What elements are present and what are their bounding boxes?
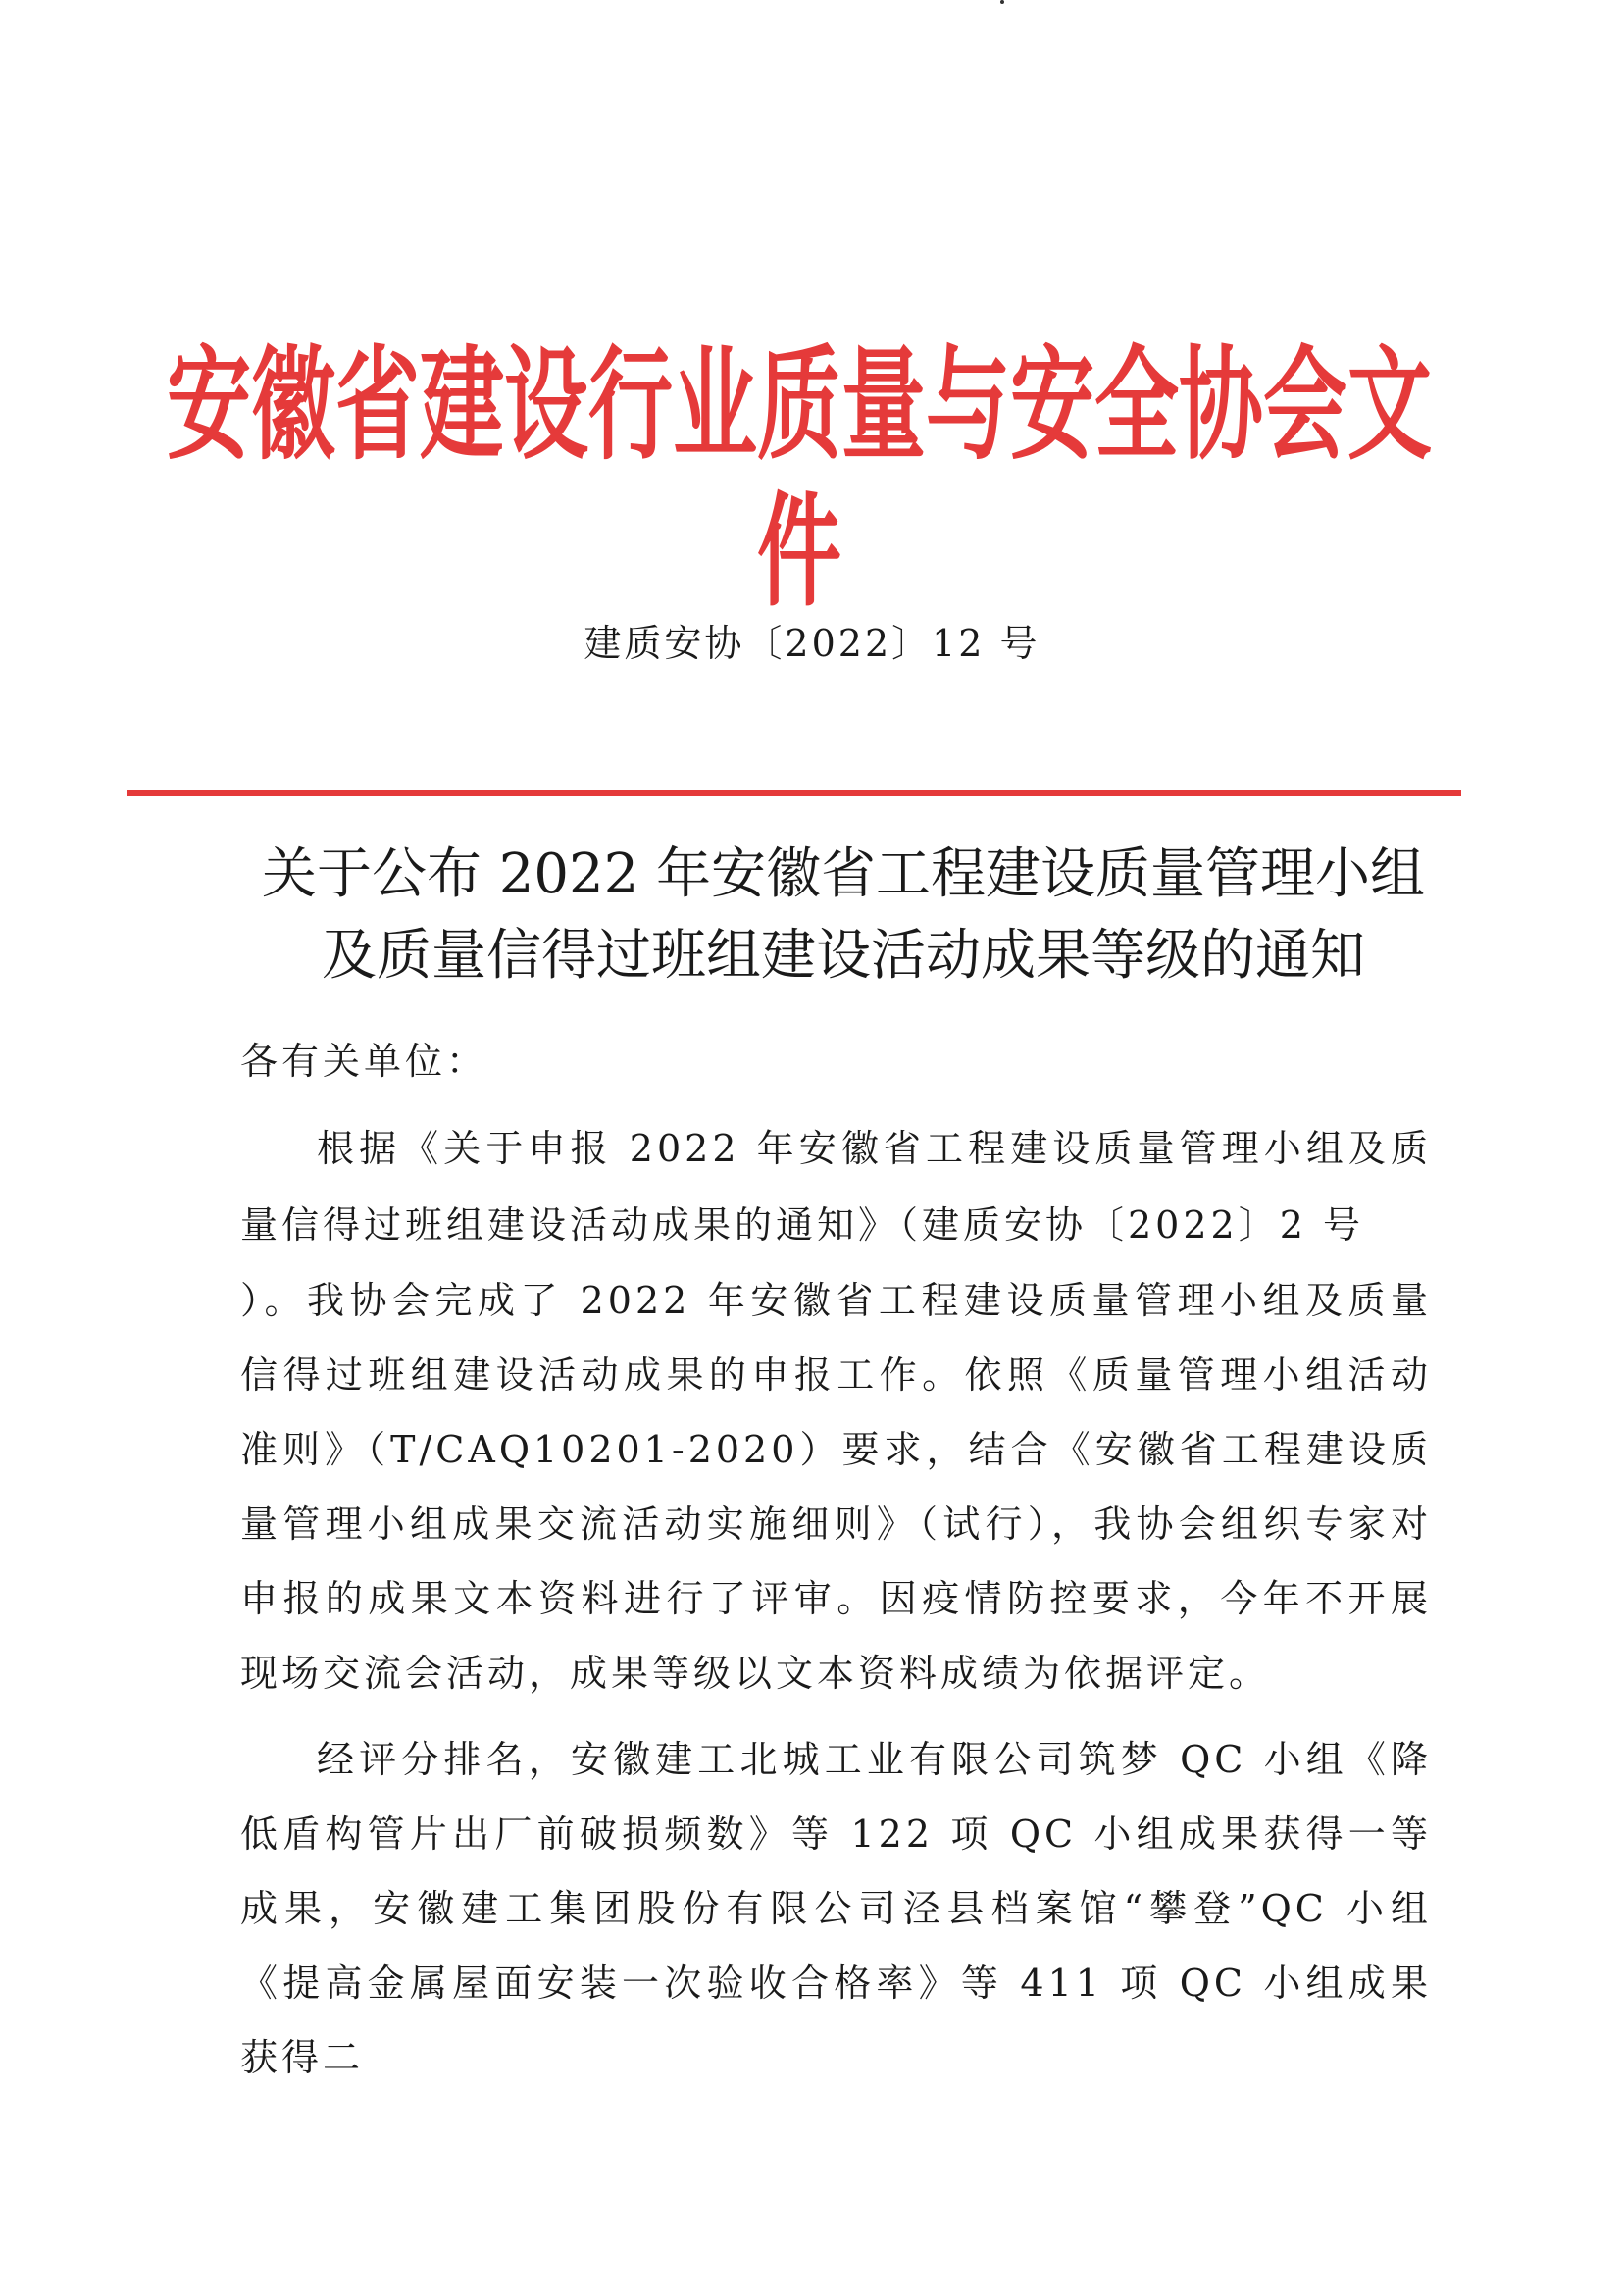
notice-body [240,1030,1432,2095]
salutation: 各有关单位： [240,1040,488,1083]
notice-title-line-2: 及质量信得过班组建设活动成果等级的通知 [322,924,1365,988]
scan-speck [1000,0,1004,4]
notice-title [245,834,1442,996]
body-paragraph-3: 经评分排名，安徽建工北城工业有限公司筑梦 QC 小组《降低盾构管片出厂前破损频数》等 122 项 QC 小组成果获得一等成果，安徽建工集团股份有限公司泾县档案馆“攀登”QC 小组《提高金属屋面安装一次验收合格率》等 411 项 QC 小组成果获得二 [240,1738,1432,2079]
body-paragraph-1: 根据《关于申报 2022 年安徽省工程建设质量管理小组及质量信得过班组建设活动成果的通知》（建质安协〔2022〕2 号 [240,1127,1432,1247]
red-separator-rule [127,790,1461,796]
body-paragraph-2: ）。我协会完成了 2022 年安徽省工程建设质量管理小组及质量信得过班组建设活动成果的申报工作。依照《质量管理小组活动准则》（T/CAQ10201-2020）要求，结合《安徽省工程建设质量管理小组成果交流活动实施细则》（试行），我协会组织专家对申报的成果文本资料进行了评审。因疫情防控要求，今年不开展现场交流会活动，成果等级以文本资料成绩为依据评定。 [240,1279,1432,1695]
masthead-title: 安徽省建设行业质量与安全协会文件 [167,334,1432,625]
notice-title-line-1: 关于公布 2022 年安徽省工程建设质量管理小组 [261,842,1426,906]
document-number: 建质安协〔2022〕12 号 [584,622,1040,665]
